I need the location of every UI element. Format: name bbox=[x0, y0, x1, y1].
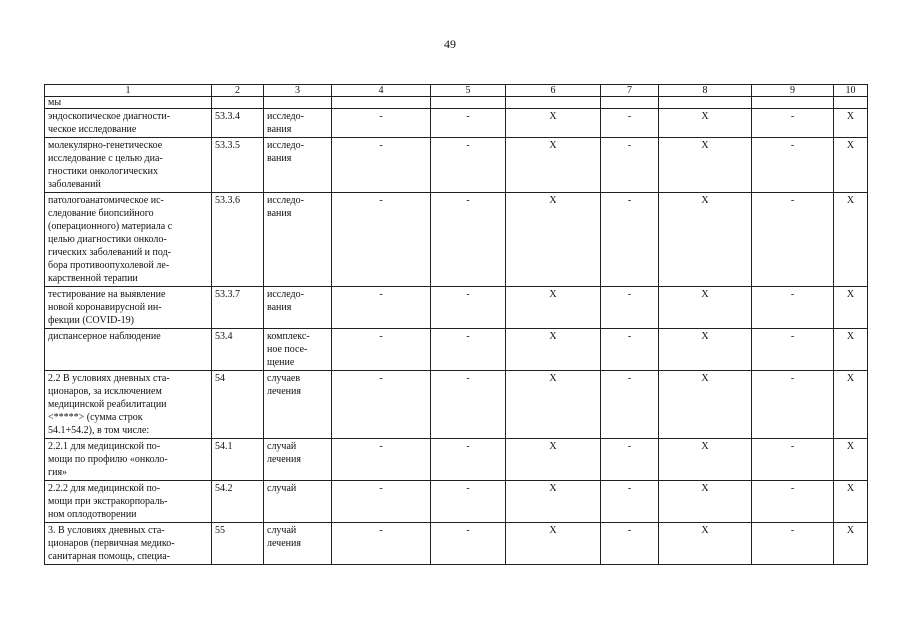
row-name: 2.2.2 для медицинской по- мощи при экстракорпораль- ном оплодотворении bbox=[45, 481, 212, 523]
cell-col9: - bbox=[752, 329, 834, 371]
cell-col8: X bbox=[659, 371, 752, 439]
cell-col4: - bbox=[332, 439, 431, 481]
cell-col10: X bbox=[834, 109, 868, 138]
cell-col7: - bbox=[601, 109, 659, 138]
col-header-2: 2 bbox=[212, 85, 264, 97]
cell-col9: - bbox=[752, 481, 834, 523]
cell-col10: X bbox=[834, 439, 868, 481]
carry-over-row bbox=[45, 97, 868, 109]
cell-col7: - bbox=[601, 439, 659, 481]
table-row bbox=[45, 109, 868, 138]
table-row bbox=[45, 371, 868, 439]
table-row bbox=[45, 523, 868, 565]
table-row bbox=[45, 287, 868, 329]
cell-col8: X bbox=[659, 193, 752, 287]
row-unit: случай bbox=[264, 481, 332, 523]
cell-col7: - bbox=[601, 523, 659, 565]
row-name: тестирование на выявление новой коронавирусной ин- фекции (COVID-19) bbox=[45, 287, 212, 329]
cell-col4: - bbox=[332, 329, 431, 371]
cell-col5: - bbox=[431, 523, 506, 565]
row-unit: исследо- вания bbox=[264, 109, 332, 138]
cell-col6: X bbox=[506, 193, 601, 287]
cell-col7: - bbox=[601, 481, 659, 523]
cell-col4: - bbox=[332, 371, 431, 439]
data-table bbox=[44, 84, 868, 565]
cell-col5: - bbox=[431, 138, 506, 193]
cell-col4: - bbox=[332, 523, 431, 565]
cell-col8: X bbox=[659, 481, 752, 523]
row-name: 2.2 В условиях дневных ста- ционаров, за исключением медицинской реабилитации <*****> (сумма строк 54.1+54.2), в том числе: bbox=[45, 371, 212, 439]
table-row bbox=[45, 439, 868, 481]
row-unit: случай лечения bbox=[264, 523, 332, 565]
cell-col4: - bbox=[332, 481, 431, 523]
cell-col4: - bbox=[332, 109, 431, 138]
table-row bbox=[45, 329, 868, 371]
cell-col8: X bbox=[659, 523, 752, 565]
row-unit: случаев лечения bbox=[264, 371, 332, 439]
row-code: 53.4 bbox=[212, 329, 264, 371]
cell-col10: X bbox=[834, 329, 868, 371]
row-code: 54.2 bbox=[212, 481, 264, 523]
row-code: 53.3.6 bbox=[212, 193, 264, 287]
cell-col7: - bbox=[601, 329, 659, 371]
cell-col5: - bbox=[431, 329, 506, 371]
row-name: патологоанатомическое ис- следование биопсийного (операционного) материала с целью диагностики онколо- гических заболеваний и под- бора противоопухолевой ле- карственной терапии bbox=[45, 193, 212, 287]
cell-col5: - bbox=[431, 287, 506, 329]
cell-col6: X bbox=[506, 109, 601, 138]
col-header-8: 8 bbox=[659, 85, 752, 97]
col-header-1: 1 bbox=[45, 85, 212, 97]
header-row bbox=[45, 85, 868, 97]
row-name: молекулярно-генетическое исследование с целью диа- гностики онкологических заболеваний bbox=[45, 138, 212, 193]
cell-col5: - bbox=[431, 371, 506, 439]
cell-col10: X bbox=[834, 481, 868, 523]
col-header-9: 9 bbox=[752, 85, 834, 97]
cell-col7: - bbox=[601, 287, 659, 329]
cell-col9: - bbox=[752, 138, 834, 193]
cell-col6: X bbox=[506, 329, 601, 371]
cell-col7: - bbox=[601, 193, 659, 287]
page-number: 49 bbox=[444, 37, 456, 51]
row-code: 54 bbox=[212, 371, 264, 439]
col-header-5: 5 bbox=[431, 85, 506, 97]
cell-col9: - bbox=[752, 193, 834, 287]
row-unit: комплекс- ное посе- щение bbox=[264, 329, 332, 371]
cell-col6: X bbox=[506, 287, 601, 329]
col-header-6: 6 bbox=[506, 85, 601, 97]
row-name: эндоскопическое диагности- ческое исследование bbox=[45, 109, 212, 138]
row-unit: исследо- вания bbox=[264, 138, 332, 193]
cell-col10: X bbox=[834, 523, 868, 565]
cell-col6: X bbox=[506, 481, 601, 523]
table-row bbox=[45, 138, 868, 193]
col-header-7: 7 bbox=[601, 85, 659, 97]
cell-col5: - bbox=[431, 109, 506, 138]
cell-col8: X bbox=[659, 287, 752, 329]
cell-col6: X bbox=[506, 523, 601, 565]
row-code: 53.3.4 bbox=[212, 109, 264, 138]
carry-over-text: мы bbox=[45, 97, 212, 109]
col-header-4: 4 bbox=[332, 85, 431, 97]
cell-col10: X bbox=[834, 287, 868, 329]
cell-col5: - bbox=[431, 439, 506, 481]
row-name: диспансерное наблюдение bbox=[45, 329, 212, 371]
cell-col4: - bbox=[332, 287, 431, 329]
cell-col5: - bbox=[431, 193, 506, 287]
cell-col7: - bbox=[601, 138, 659, 193]
cell-col4: - bbox=[332, 193, 431, 287]
cell-col6: X bbox=[506, 439, 601, 481]
row-code: 54.1 bbox=[212, 439, 264, 481]
col-header-3: 3 bbox=[264, 85, 332, 97]
row-code: 55 bbox=[212, 523, 264, 565]
row-name: 2.2.1 для медицинской по- мощи по профилю «онколо- гия» bbox=[45, 439, 212, 481]
row-unit: исследо- вания bbox=[264, 287, 332, 329]
cell-col10: X bbox=[834, 193, 868, 287]
cell-col9: - bbox=[752, 287, 834, 329]
col-header-10: 10 bbox=[834, 85, 868, 97]
cell-col9: - bbox=[752, 109, 834, 138]
cell-col8: X bbox=[659, 439, 752, 481]
cell-col10: X bbox=[834, 371, 868, 439]
cell-col9: - bbox=[752, 439, 834, 481]
table-row bbox=[45, 193, 868, 287]
row-code: 53.3.7 bbox=[212, 287, 264, 329]
row-unit: исследо- вания bbox=[264, 193, 332, 287]
cell-col5: - bbox=[431, 481, 506, 523]
cell-col6: X bbox=[506, 138, 601, 193]
cell-col8: X bbox=[659, 329, 752, 371]
row-code: 53.3.5 bbox=[212, 138, 264, 193]
cell-col9: - bbox=[752, 371, 834, 439]
cell-col8: X bbox=[659, 109, 752, 138]
cell-col8: X bbox=[659, 138, 752, 193]
cell-col7: - bbox=[601, 371, 659, 439]
cell-col10: X bbox=[834, 138, 868, 193]
table-row bbox=[45, 481, 868, 523]
cell-col6: X bbox=[506, 371, 601, 439]
row-unit: случай лечения bbox=[264, 439, 332, 481]
cell-col9: - bbox=[752, 523, 834, 565]
cell-col4: - bbox=[332, 138, 431, 193]
row-name: 3. В условиях дневных ста- ционаров (первичная медико- санитарная помощь, специа- bbox=[45, 523, 212, 565]
